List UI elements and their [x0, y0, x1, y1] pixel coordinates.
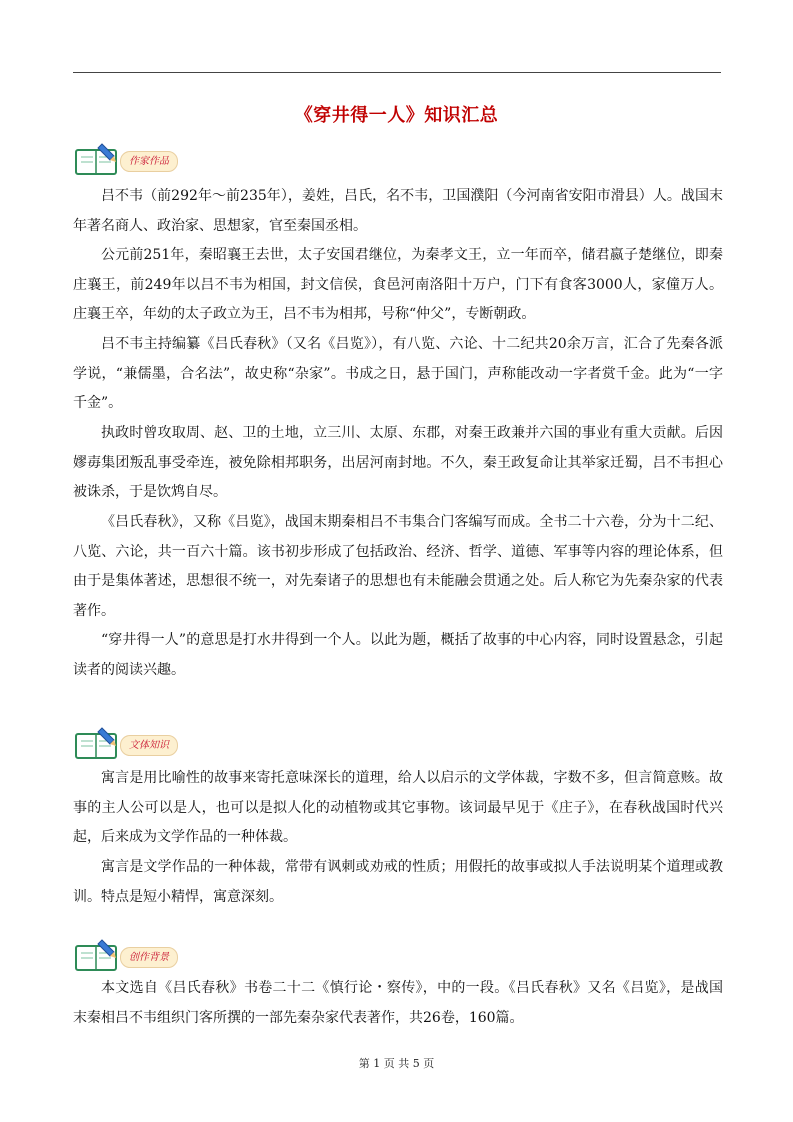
page-footer: 第 1 页 共 5 页 — [358, 1057, 435, 1070]
paragraph: 本文选自《吕氏春秋》书卷二十二《慎行论・察传》，中的一段。《吕氏春秋》又名《吕览》，是战国末秦相吕不韦组织门客所撰的一部先秦杂家代表著作，共26卷，160篇。 — [73, 980, 723, 1026]
section-badge-author — [72, 142, 222, 178]
paragraph: 执政时曾攻取周、赵、卫的土地，立三川、太原、东郡，对秦王政兼并六国的事业有重大贡献。后因嫪毐集团叛乱事受牵连，被免除相邦职务，出居河南封地。不久，秦王政复命让其举家迁蜀，吕不韦担心被诛杀，于是饮鸩自尽。 — [73, 425, 723, 500]
paragraph: 公元前251年，秦昭襄王去世，太子安国君继位，为秦孝文王，立一年而卒，储君嬴子楚继位，即秦庄襄王，前249年以吕不韦为相国，封文信侯，食邑河南洛阳十万户，门下有食客3000人，家僮万人。庄襄王卒，年幼的太子政立为王，吕不韦为相邦，号称“仲父”，专断朝政。 — [73, 247, 723, 322]
paragraph: 吕不韦主持编纂《吕氏春秋》（又名《吕览》），有八览、六论、十二纪共20余万言，汇合了先秦各派学说，“兼儒墨，合名法”，故史称“杂家”。书成之日，悬于国门，声称能改动一字者赏千金。此为“一字千金”。 — [73, 336, 723, 411]
page-title: 《穿井得一人》知识汇总 — [294, 105, 499, 126]
paragraph: “穿井得一人”的意思是打水井得到一个人。以此为题，概括了故事的中心内容，同时设置悬念，引起读者的阅读兴趣。 — [73, 632, 723, 678]
header-rule — [73, 72, 721, 73]
paragraph: 吕不韦（前292年～前235年），姜姓，吕氏，名不韦，卫国濮阳（今河南省安阳市滑县）人。战国末年著名商人、政治家、思想家，官至秦国丞相。 — [73, 188, 723, 234]
section-badge-background — [72, 938, 222, 974]
section-label: 作家作品 — [120, 151, 178, 172]
paragraph: 寓言是文学作品的一种体裁，常带有讽刺或劝戒的性质；用假托的故事或拟人手法说明某个道理或教训。特点是短小精悍，寓意深刻。 — [73, 859, 723, 905]
section-label: 创作背景 — [120, 947, 178, 968]
section-label: 文体知识 — [120, 735, 178, 756]
paragraph: 寓言是用比喻性的故事来寄托意味深长的道理，给人以启示的文学体裁，字数不多，但言简意赅。故事的主人公可以是人，也可以是拟人化的动植物或其它事物。该词最早见于《庄子》，在春秋战国时代兴起，后来成为文学作品的一种体裁。 — [73, 770, 723, 845]
paragraph: 《吕氏春秋》，又称《吕览》，战国末期秦相吕不韦集合门客编写而成。全书二十六卷，分为十二纪、八览、六论，共一百六十篇。该书初步形成了包括政治、经济、哲学、道德、军事等内容的理论体系，但由于是集体著述，思想很不统一，对先秦诸子的思想也有未能融会贯通之处。后人称它为先秦杂家的代表著作。 — [73, 514, 723, 619]
section-badge-genre — [72, 726, 222, 762]
